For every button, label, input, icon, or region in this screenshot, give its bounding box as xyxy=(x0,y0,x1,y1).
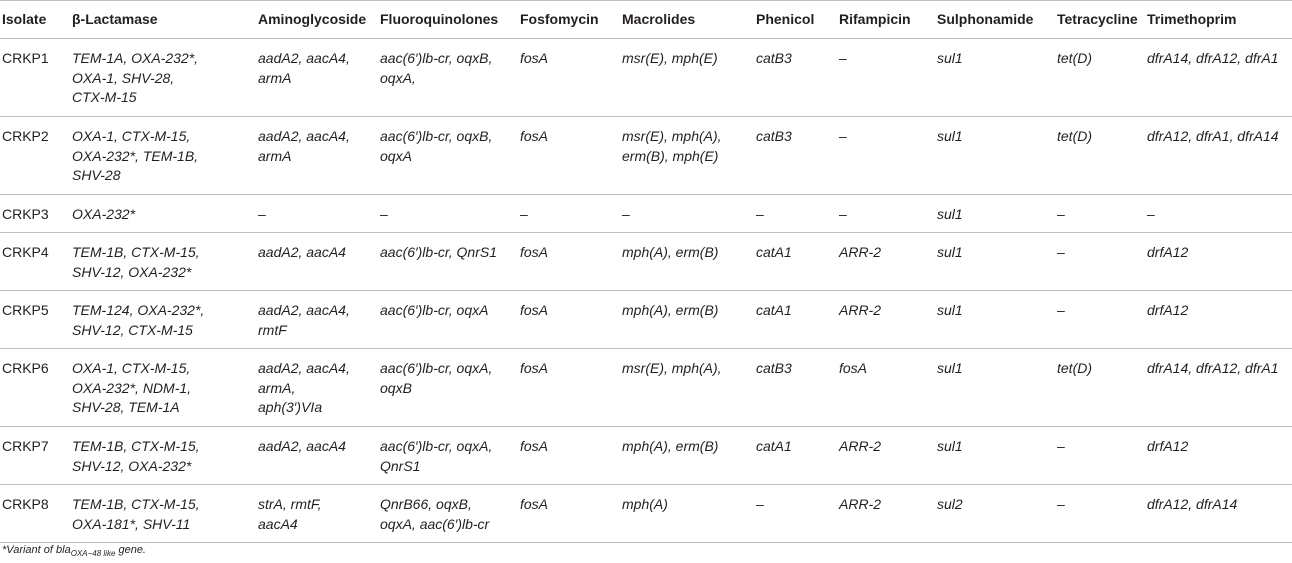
cell-line: dfrA14, dfrA12, dfrA1 xyxy=(1147,50,1279,66)
cell-line: aac(6′)lb-cr, oqxB, xyxy=(380,128,493,144)
cell-line: – xyxy=(1057,438,1065,454)
cell-sulphonamide xyxy=(935,427,1055,485)
cell-line: msr(E), mph(A), xyxy=(622,360,722,376)
cell-line: aadA2, aacA4 xyxy=(258,244,346,260)
footnote-suffix: gene. xyxy=(115,544,146,556)
cell-isolate: CRKP5 xyxy=(0,291,70,349)
cell-phenicol xyxy=(754,117,837,195)
cell-trimethoprim xyxy=(1145,291,1292,349)
cell-line: – xyxy=(622,206,630,222)
cell-line: OXA-232* xyxy=(72,206,136,222)
header-row xyxy=(0,1,1292,39)
cell-line: sul1 xyxy=(937,50,963,66)
cell-line: OXA-181*, SHV-11 xyxy=(72,515,191,532)
table-footnote xyxy=(2,544,146,558)
cell-line: oqxA, aac(6′)lb-cr xyxy=(380,515,490,532)
cell-line: ARR-2 xyxy=(839,302,882,318)
cell-isolate: CRKP7 xyxy=(0,427,70,485)
table-body xyxy=(0,39,1292,543)
cell-phenicol xyxy=(754,39,837,117)
cell-beta-lactamase xyxy=(70,349,256,427)
footnote-prefix: *Variant of bla xyxy=(2,544,71,556)
cell-macrolides xyxy=(620,195,754,233)
cell-rifampicin xyxy=(837,195,935,233)
cell-beta-lactamase xyxy=(70,39,256,117)
cell-line: drfA12 xyxy=(1147,244,1189,260)
cell-phenicol xyxy=(754,195,837,233)
cell-line: SHV-28, TEM-1A xyxy=(72,399,180,415)
cell-line: mph(A), erm(B) xyxy=(622,438,719,454)
cell-line: – xyxy=(258,206,266,222)
cell-isolate: CRKP4 xyxy=(0,233,70,291)
cell-aminoglycoside xyxy=(256,233,378,291)
col-header-aminoglycoside: Aminoglycoside xyxy=(256,1,378,39)
cell-line: tet(D) xyxy=(1057,50,1092,66)
table-row xyxy=(0,427,1292,485)
cell-line: OXA-232*, TEM-1B, xyxy=(72,147,199,164)
cell-macrolides xyxy=(620,427,754,485)
cell-line: SHV-28 xyxy=(72,167,121,183)
col-header-tetracycline: Tetracycline xyxy=(1055,1,1145,39)
cell-line: fosA xyxy=(520,438,549,454)
cell-line: tet(D) xyxy=(1057,360,1092,376)
col-header-rifampicin: Rifampicin xyxy=(837,1,935,39)
cell-line: dfrA12, dfrA1, dfrA14 xyxy=(1147,128,1279,144)
cell-line: TEM-1B, CTX-M-15, xyxy=(72,244,200,260)
cell-line: oqxB xyxy=(380,379,412,396)
cell-line: – xyxy=(756,496,764,512)
cell-line: mph(A), erm(B) xyxy=(622,244,719,260)
cell-line: TEM-1B, CTX-M-15, xyxy=(72,496,200,512)
cell-line: ARR-2 xyxy=(839,244,882,260)
cell-fluoroquinolones xyxy=(378,195,518,233)
cell-line: OXA-1, CTX-M-15, xyxy=(72,128,191,144)
footnote-subscript: OXA−48 like xyxy=(70,549,116,559)
cell-macrolides xyxy=(620,291,754,349)
cell-trimethoprim xyxy=(1145,39,1292,117)
cell-tetracycline xyxy=(1055,117,1145,195)
cell-line: – xyxy=(756,206,764,222)
cell-tetracycline xyxy=(1055,427,1145,485)
cell-line: – xyxy=(839,128,847,144)
cell-isolate: CRKP1 xyxy=(0,39,70,117)
cell-beta-lactamase xyxy=(70,427,256,485)
cell-macrolides xyxy=(620,349,754,427)
cell-line: aac(6′)lb-cr, oqxB, xyxy=(380,50,493,66)
cell-line: TEM-124, OXA-232*, xyxy=(72,302,205,318)
cell-line: aph(3′)VIa xyxy=(258,399,323,415)
cell-line: aac(6′)lb-cr, oqxA, xyxy=(380,360,493,376)
table-row xyxy=(0,349,1292,427)
cell-sulphonamide xyxy=(935,485,1055,543)
cell-isolate: CRKP3 xyxy=(0,195,70,233)
cell-line: fosA xyxy=(520,50,549,66)
cell-rifampicin xyxy=(837,233,935,291)
cell-rifampicin xyxy=(837,117,935,195)
cell-line: fosA xyxy=(520,302,549,318)
cell-line: mph(A) xyxy=(622,496,668,512)
cell-line: sul1 xyxy=(937,128,963,144)
cell-macrolides xyxy=(620,233,754,291)
cell-tetracycline xyxy=(1055,233,1145,291)
col-header-sulphonamide: Sulphonamide xyxy=(935,1,1055,39)
cell-fosfomycin xyxy=(518,233,620,291)
cell-trimethoprim xyxy=(1145,195,1292,233)
cell-line: armA xyxy=(258,147,292,164)
cell-tetracycline xyxy=(1055,349,1145,427)
cell-fluoroquinolones xyxy=(378,349,518,427)
cell-line: catB3 xyxy=(756,50,792,66)
col-header-isolate: Isolate xyxy=(0,1,70,39)
cell-tetracycline xyxy=(1055,291,1145,349)
cell-aminoglycoside xyxy=(256,291,378,349)
cell-line: – xyxy=(1057,302,1065,318)
cell-phenicol xyxy=(754,291,837,349)
cell-aminoglycoside xyxy=(256,485,378,543)
cell-line: fosA xyxy=(520,496,549,512)
cell-line: sul1 xyxy=(937,438,963,454)
cell-line: armA xyxy=(258,69,292,86)
cell-line: aac(6′)lb-cr, oqxA xyxy=(380,302,489,318)
cell-line: aacA4 xyxy=(258,515,298,532)
cell-isolate: CRKP6 xyxy=(0,349,70,427)
cell-sulphonamide xyxy=(935,349,1055,427)
cell-rifampicin xyxy=(837,349,935,427)
cell-line: – xyxy=(520,206,528,222)
cell-beta-lactamase xyxy=(70,291,256,349)
col-header-fluoroquinolones: Fluoroquinolones xyxy=(378,1,518,39)
cell-line: sul1 xyxy=(937,360,963,376)
cell-phenicol xyxy=(754,427,837,485)
cell-line: oqxA, xyxy=(380,69,416,86)
cell-line: oqxA xyxy=(380,147,412,164)
cell-line: catA1 xyxy=(756,302,792,318)
cell-line: aac(6′)lb-cr, oqxA, xyxy=(380,438,493,454)
cell-line: msr(E), mph(A), xyxy=(622,128,722,144)
col-header-macrolides: Macrolides xyxy=(620,1,754,39)
cell-rifampicin xyxy=(837,485,935,543)
cell-macrolides xyxy=(620,39,754,117)
cell-line: erm(B), mph(E) xyxy=(622,147,719,164)
cell-line: QnrS1 xyxy=(380,457,421,474)
cell-trimethoprim xyxy=(1145,485,1292,543)
cell-phenicol xyxy=(754,485,837,543)
cell-fosfomycin xyxy=(518,117,620,195)
cell-fosfomycin xyxy=(518,291,620,349)
cell-line: TEM-1A, OXA-232*, xyxy=(72,50,199,66)
cell-line: drfA12 xyxy=(1147,302,1189,318)
cell-sulphonamide xyxy=(935,117,1055,195)
cell-line: OXA-232*, NDM-1, xyxy=(72,379,192,396)
cell-rifampicin xyxy=(837,291,935,349)
cell-tetracycline xyxy=(1055,485,1145,543)
cell-fluoroquinolones xyxy=(378,291,518,349)
table-row xyxy=(0,485,1292,543)
cell-fluoroquinolones xyxy=(378,427,518,485)
cell-aminoglycoside xyxy=(256,349,378,427)
cell-line: ARR-2 xyxy=(839,438,882,454)
cell-line: msr(E), mph(E) xyxy=(622,50,718,66)
table-row xyxy=(0,195,1292,233)
cell-line: – xyxy=(380,206,388,222)
cell-line: QnrB66, oqxB, xyxy=(380,496,472,512)
cell-fluoroquinolones xyxy=(378,233,518,291)
cell-aminoglycoside xyxy=(256,427,378,485)
cell-line: aadA2, aacA4, xyxy=(258,302,350,318)
cell-fosfomycin xyxy=(518,485,620,543)
cell-line: sul1 xyxy=(937,302,963,318)
cell-line: tet(D) xyxy=(1057,128,1092,144)
cell-fosfomycin xyxy=(518,349,620,427)
cell-beta-lactamase xyxy=(70,117,256,195)
col-header-trimethoprim: Trimethoprim xyxy=(1145,1,1292,39)
cell-fluoroquinolones xyxy=(378,39,518,117)
cell-line: OXA-1, SHV-28, xyxy=(72,69,175,86)
cell-line: fosA xyxy=(520,244,549,260)
cell-line: mph(A), erm(B) xyxy=(622,302,719,318)
col-header-phenicol: Phenicol xyxy=(754,1,837,39)
cell-line: sul1 xyxy=(937,206,963,222)
cell-trimethoprim xyxy=(1145,117,1292,195)
cell-fosfomycin xyxy=(518,427,620,485)
cell-line: catB3 xyxy=(756,360,792,376)
cell-line: catB3 xyxy=(756,128,792,144)
cell-beta-lactamase xyxy=(70,233,256,291)
table-row xyxy=(0,117,1292,195)
cell-macrolides xyxy=(620,485,754,543)
cell-aminoglycoside xyxy=(256,195,378,233)
cell-line: sul1 xyxy=(937,244,963,260)
cell-trimethoprim xyxy=(1145,233,1292,291)
cell-line: – xyxy=(1057,206,1065,222)
table-row xyxy=(0,39,1292,117)
cell-fluoroquinolones xyxy=(378,117,518,195)
cell-line: aadA2, aacA4, xyxy=(258,128,350,144)
cell-line: – xyxy=(1057,244,1065,260)
cell-rifampicin xyxy=(837,427,935,485)
cell-fosfomycin xyxy=(518,39,620,117)
cell-line: aadA2, aacA4, xyxy=(258,360,350,376)
col-header-beta-lactamase: β-Lactamase xyxy=(70,1,256,39)
cell-line: dfrA12, dfrA14 xyxy=(1147,496,1238,512)
cell-line: – xyxy=(1057,496,1065,512)
cell-line: – xyxy=(1147,206,1155,222)
cell-beta-lactamase xyxy=(70,485,256,543)
cell-beta-lactamase xyxy=(70,195,256,233)
cell-phenicol xyxy=(754,349,837,427)
cell-line: fosA xyxy=(839,360,868,376)
cell-isolate: CRKP2 xyxy=(0,117,70,195)
cell-sulphonamide xyxy=(935,291,1055,349)
cell-trimethoprim xyxy=(1145,427,1292,485)
cell-line: aac(6′)lb-cr, QnrS1 xyxy=(380,244,497,260)
cell-sulphonamide xyxy=(935,233,1055,291)
cell-line: ARR-2 xyxy=(839,496,882,512)
cell-line: fosA xyxy=(520,360,549,376)
col-header-fosfomycin: Fosfomycin xyxy=(518,1,620,39)
cell-line: aadA2, aacA4 xyxy=(258,438,346,454)
cell-aminoglycoside xyxy=(256,39,378,117)
cell-line: SHV-12, CTX-M-15 xyxy=(72,321,193,338)
cell-line: CTX-M-15 xyxy=(72,89,137,105)
cell-line: catA1 xyxy=(756,438,792,454)
table-row xyxy=(0,233,1292,291)
cell-rifampicin xyxy=(837,39,935,117)
cell-aminoglycoside xyxy=(256,117,378,195)
cell-line: OXA-1, CTX-M-15, xyxy=(72,360,191,376)
cell-line: rmtF xyxy=(258,321,287,338)
cell-line: sul2 xyxy=(937,496,963,512)
cell-line: fosA xyxy=(520,128,549,144)
cell-tetracycline xyxy=(1055,195,1145,233)
table-row xyxy=(0,291,1292,349)
cell-sulphonamide xyxy=(935,39,1055,117)
cell-line: SHV-12, OXA-232* xyxy=(72,263,192,280)
cell-line: drfA12 xyxy=(1147,438,1189,454)
cell-isolate: CRKP8 xyxy=(0,485,70,543)
cell-line: SHV-12, OXA-232* xyxy=(72,457,192,474)
cell-line: catA1 xyxy=(756,244,792,260)
cell-trimethoprim xyxy=(1145,349,1292,427)
cell-macrolides xyxy=(620,117,754,195)
cell-line: – xyxy=(839,50,847,66)
cell-line: aadA2, aacA4, xyxy=(258,50,350,66)
cell-fluoroquinolones xyxy=(378,485,518,543)
cell-fosfomycin xyxy=(518,195,620,233)
cell-line: TEM-1B, CTX-M-15, xyxy=(72,438,200,454)
cell-line: dfrA14, dfrA12, dfrA1 xyxy=(1147,360,1279,376)
cell-phenicol xyxy=(754,233,837,291)
cell-tetracycline xyxy=(1055,39,1145,117)
cell-line: strA, rmtF, xyxy=(258,496,322,512)
cell-line: – xyxy=(839,206,847,222)
cell-line: armA, xyxy=(258,379,296,396)
cell-sulphonamide xyxy=(935,195,1055,233)
